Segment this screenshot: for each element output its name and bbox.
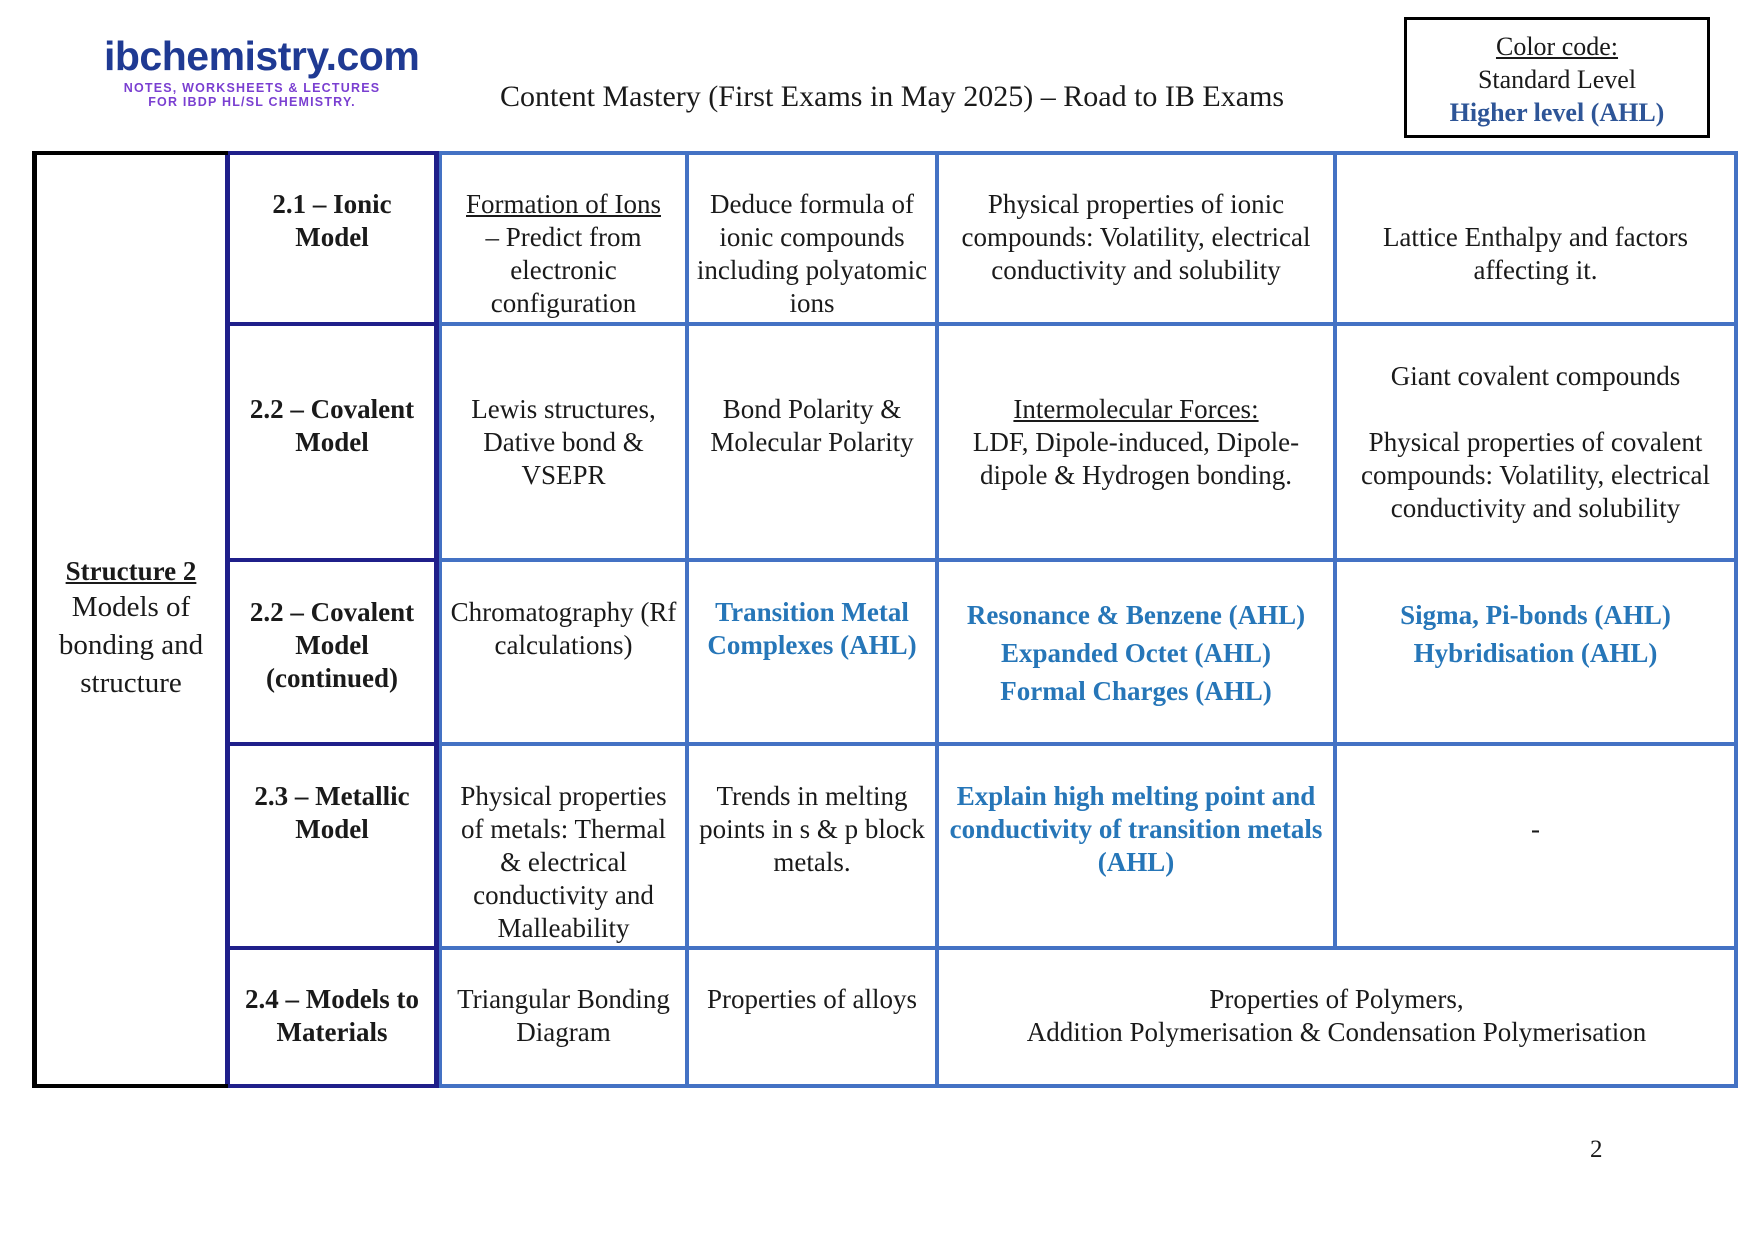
content-cell-line: Sigma, Pi-bonds (AHL) [1400,600,1671,630]
content-cell-line: Resonance & Benzene (AHL) [966,600,1306,630]
content-cell [939,393,1333,492]
table-border [225,151,439,155]
content-cell: Chromatography (Rf calculations) [450,597,677,660]
table-border [32,1084,228,1088]
table-border [225,946,439,950]
table-border [438,742,1738,746]
color-code-heading: Color code: [1495,32,1619,61]
content-cell-underlined: Intermolecular Forces: [1013,394,1259,424]
structure-heading: Structure 2 [65,556,197,586]
content-cell: Properties of alloys [707,984,917,1014]
content-cell: Physical properties of metals: Thermal & electrical conductivity and Malleability [460,781,667,943]
structure-description: Models of bonding and structure [58,591,204,699]
table-border [32,151,228,155]
site-logo [104,33,424,109]
table-border [225,322,439,326]
table-border [225,1084,439,1088]
logo-tagline-line-2: FOR IBDP HL/SL CHEMISTRY. [148,95,356,109]
content-cell [442,188,685,320]
topic-cell: 2.4 – Models to Materials [245,984,419,1047]
content-cell-text: – Predict from electronic configuration [485,222,642,318]
content-cell: - [1531,814,1540,844]
table-border [1734,151,1738,1088]
content-cell: Deduce formula of ionic compounds including polyatomic ions [696,189,928,318]
table-border [225,558,439,562]
topic-cell: 2.1 – Ionic Model [272,189,392,252]
table-border [438,151,1738,155]
content-cell-line: Hybridisation (AHL) [1413,638,1658,668]
color-code-legend [1404,17,1710,138]
content-cell-line: Physical properties of covalent compounds: Volatility, electrical conductivity and solubility [1361,427,1710,523]
content-cell-ahl [939,596,1333,710]
content-cell: Trends in melting points in s & p block metals. [699,781,925,877]
logo-tagline-line-1: NOTES, WORKSHEETS & LECTURES [123,81,381,95]
content-cell-line: Addition Polymerisation & Condensation Polymerisation [1026,1017,1647,1047]
content-cell-ahl: Explain high melting point and conductivity of transition metals (AHL) [949,781,1323,877]
structure-cell [37,555,225,702]
content-cell-ahl [1337,596,1734,672]
page-number: 2 [1590,1136,1603,1163]
content-cell-merged [939,983,1734,1049]
topic-cell: 2.2 – Covalent Model (continued) [249,597,415,693]
document-title: Content Mastery (First Exams in May 2025) – Road to IB Exams [500,80,1285,113]
content-cell: Bond Polarity & Molecular Polarity [710,394,914,457]
table-border [438,558,1738,562]
content-cell-underlined: Formation of Ions [466,189,661,219]
table-border [225,742,439,746]
content-cell-ahl: Transition Metal Complexes (AHL) [707,597,917,660]
table-border [438,1084,1738,1088]
content-cell-line: Giant covalent compounds [1390,361,1681,391]
content-cell-line: Expanded Octet (AHL) [1001,638,1271,668]
content-cell-text: LDF, Dipole-induced, Dipole-dipole & Hydrogen bonding. [972,427,1300,490]
content-cell-line: Formal Charges (AHL) [1000,676,1272,706]
topic-cell: 2.3 – Metallic Model [254,781,410,844]
topic-cell: 2.2 – Covalent Model [249,394,415,457]
content-cell-line: Properties of Polymers, [1209,984,1464,1014]
logo-wordmark: ibchemistry.com [104,33,420,79]
logo-tagline [104,81,400,109]
content-cell [1337,360,1734,525]
color-code-higher: Higher level (AHL) [1449,98,1665,127]
color-code-standard: Standard Level [1477,65,1637,94]
content-cell: Physical properties of ionic compounds: Volatility, electrical conductivity and solubility [961,189,1311,285]
table-border [438,946,1738,950]
content-cell: Lattice Enthalpy and factors affecting it. [1382,222,1689,285]
table-border [438,322,1738,326]
content-cell: Triangular Bonding Diagram [457,984,670,1047]
content-cell: Lewis structures, Dative bond & VSEPR [471,394,656,490]
